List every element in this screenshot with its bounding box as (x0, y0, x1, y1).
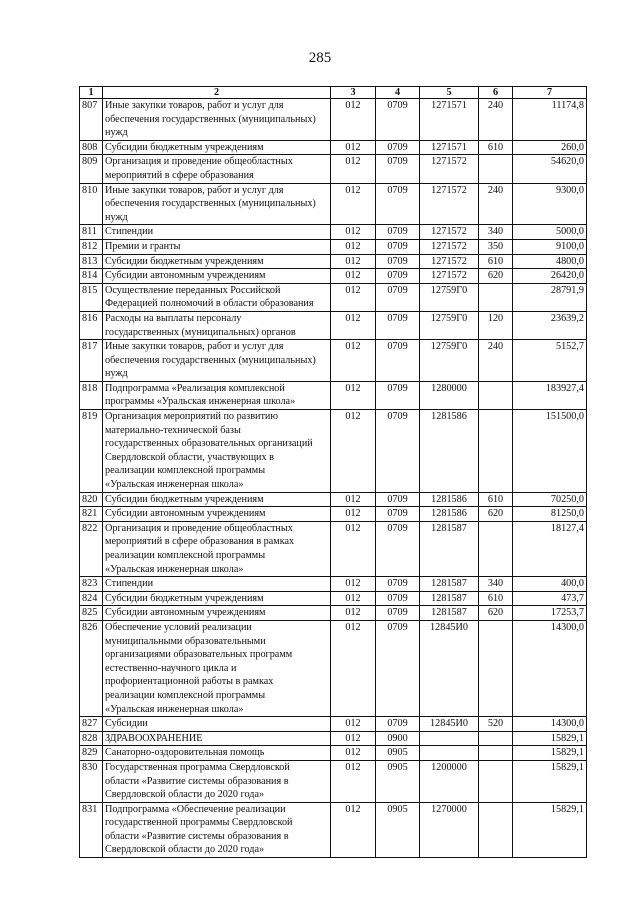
row-ministry-code: 012 (331, 155, 376, 183)
row-name-line: Иные закупки товаров, работ и услуг для (105, 100, 284, 111)
row-number: 814 (80, 269, 103, 284)
row-target-code: 12845И0 (420, 717, 479, 732)
row-section-code: 0905 (376, 802, 420, 857)
row-name-line: Свердловской области до 2020 года» (105, 789, 265, 801)
row-target-code (420, 746, 479, 761)
table-body (80, 99, 587, 858)
row-target-code (420, 731, 479, 746)
row-amount: 9300,0 (513, 183, 587, 225)
row-expense-type: 610 (479, 492, 513, 507)
row-section-code: 0709 (376, 620, 420, 716)
row-name-line: мероприятий в сфере образования в рамках (105, 536, 295, 548)
row-ministry-code: 012 (331, 239, 376, 254)
row-name-line: Организация мероприятий по развитию (105, 411, 278, 423)
row-expense-type: 620 (479, 507, 513, 522)
row-target-code: 1271572 (420, 183, 479, 225)
row-expense-type (479, 155, 513, 183)
table-row (80, 311, 587, 339)
row-section-code: 0709 (376, 269, 420, 284)
row-name-line: Иные закупки товаров, работ и услуг для (105, 184, 284, 196)
table-header-row (80, 87, 587, 99)
row-name-line: нужд (105, 368, 128, 380)
row-amount: 5152,7 (513, 340, 587, 382)
row-name-line: Субсидии автономным учреждениям (105, 508, 266, 520)
row-ministry-code: 012 (331, 99, 376, 141)
table-row (80, 254, 587, 269)
table-row (80, 410, 587, 493)
row-ministry-code: 012 (331, 577, 376, 592)
row-section-code: 0905 (376, 746, 420, 761)
row-expense-type: 610 (479, 591, 513, 606)
table-row (80, 507, 587, 522)
row-section-code: 0709 (376, 225, 420, 240)
row-expense-type: 240 (479, 183, 513, 225)
table-row (80, 239, 587, 254)
header-col-4: 4 (376, 87, 420, 99)
row-ministry-code: 012 (331, 492, 376, 507)
row-name-line: государственных образовательных организаций (105, 438, 313, 450)
row-ministry-code: 012 (331, 620, 376, 716)
row-number: 807 (80, 99, 103, 141)
row-name-line: Свердловской области до 2020 года» (105, 844, 265, 856)
row-number: 822 (80, 521, 103, 576)
row-number: 825 (80, 606, 103, 621)
row-expense-type (479, 746, 513, 761)
row-number: 828 (80, 731, 103, 746)
row-name-line: Премии и гранты (105, 240, 181, 252)
row-target-code: 1271572 (420, 269, 479, 284)
row-name-line: государственной программы Свердловской (105, 817, 293, 829)
row-name-line: Федерацией полномочий в области образования (105, 298, 314, 310)
row-target-code: 1270000 (420, 802, 479, 857)
row-ministry-code: 012 (331, 746, 376, 761)
row-target-code: 12759Г0 (420, 340, 479, 382)
row-name-line: Субсидии автономным учреждениям (105, 607, 266, 619)
row-amount: 400,0 (513, 577, 587, 592)
row-target-code: 1271572 (420, 225, 479, 240)
row-amount: 11174,8 (513, 99, 587, 141)
row-name (103, 340, 331, 382)
row-section-code: 0709 (376, 99, 420, 141)
row-ministry-code: 012 (331, 225, 376, 240)
row-name-line: Организация и проведение общеобластных (105, 522, 293, 534)
row-amount: 9100,0 (513, 239, 587, 254)
table-row (80, 340, 587, 382)
row-amount: 15829,1 (513, 760, 587, 802)
row-amount: 15829,1 (513, 731, 587, 746)
row-section-code: 0709 (376, 577, 420, 592)
row-amount: 15829,1 (513, 802, 587, 857)
row-ministry-code: 012 (331, 410, 376, 493)
row-amount: 183927,4 (513, 381, 587, 409)
row-name-line: реализации комплексной программы (105, 689, 266, 701)
row-name (103, 269, 331, 284)
row-target-code: 1281586 (420, 410, 479, 493)
row-number: 809 (80, 155, 103, 183)
header-col-1: 1 (80, 87, 103, 99)
row-name-line: Субсидии бюджетным учреждениям (105, 141, 264, 153)
row-section-code: 0709 (376, 311, 420, 339)
row-number: 812 (80, 239, 103, 254)
row-name-line: Субсидии бюджетным учреждениям (105, 592, 264, 604)
table-row (80, 183, 587, 225)
row-name (103, 381, 331, 409)
row-name (103, 283, 331, 311)
row-amount: 18127,4 (513, 521, 587, 576)
page-number: 285 (308, 50, 332, 66)
row-name (103, 717, 331, 732)
row-name-line: материально-технической базы (105, 424, 241, 436)
row-number: 817 (80, 340, 103, 382)
table-row (80, 577, 587, 592)
row-number: 818 (80, 381, 103, 409)
row-name-line: государственных (муниципальных) органов (105, 326, 296, 338)
row-section-code: 0709 (376, 507, 420, 522)
row-name (103, 507, 331, 522)
row-name (103, 239, 331, 254)
row-amount: 4800,0 (513, 254, 587, 269)
row-section-code: 0900 (376, 731, 420, 746)
row-amount: 14300,0 (513, 717, 587, 732)
row-section-code: 0709 (376, 717, 420, 732)
row-ministry-code: 012 (331, 760, 376, 802)
row-section-code: 0709 (376, 140, 420, 155)
row-section-code: 0905 (376, 760, 420, 802)
row-section-code: 0709 (376, 155, 420, 183)
row-name-line: Обеспечение условий реализации (105, 621, 252, 633)
row-amount: 70250,0 (513, 492, 587, 507)
table-row (80, 731, 587, 746)
row-name-line: Субсидии автономным учреждениям (105, 270, 266, 282)
row-amount: 473,7 (513, 591, 587, 606)
row-expense-type: 610 (479, 140, 513, 155)
row-target-code: 12759Г0 (420, 311, 479, 339)
row-amount: 28791,9 (513, 283, 587, 311)
header-col-7: 7 (513, 87, 587, 99)
table-row (80, 99, 587, 141)
row-name-line: нужд (105, 211, 128, 223)
row-name (103, 99, 331, 141)
row-ministry-code: 012 (331, 591, 376, 606)
row-target-code: 12759Г0 (420, 283, 479, 311)
row-target-code: 1281586 (420, 507, 479, 522)
table-row (80, 802, 587, 857)
row-number: 815 (80, 283, 103, 311)
table-row (80, 717, 587, 732)
row-name (103, 760, 331, 802)
row-ministry-code: 012 (331, 183, 376, 225)
row-name-line: Свердловской области, участвующих в (105, 451, 274, 463)
row-section-code: 0709 (376, 606, 420, 621)
row-name-line: Субсидии бюджетным учреждениям (105, 493, 264, 505)
row-name-line: программы «Уральская инженерная школа» (105, 396, 296, 408)
row-number: 830 (80, 760, 103, 802)
row-target-code: 1281587 (420, 521, 479, 576)
header-col-3: 3 (331, 87, 376, 99)
table-row (80, 620, 587, 716)
row-amount: 81250,0 (513, 507, 587, 522)
row-number: 829 (80, 746, 103, 761)
row-amount: 5000,0 (513, 225, 587, 240)
row-target-code: 1281587 (420, 591, 479, 606)
row-section-code: 0709 (376, 492, 420, 507)
row-target-code: 1281587 (420, 577, 479, 592)
row-name (103, 802, 331, 857)
row-name-line: Субсидии (105, 718, 148, 730)
row-ministry-code: 012 (331, 731, 376, 746)
row-ministry-code: 012 (331, 311, 376, 339)
row-name-line: реализации комплексной программы (105, 550, 266, 561)
row-name-line: Субсидии бюджетным учреждениям (105, 255, 264, 267)
row-ministry-code: 012 (331, 254, 376, 269)
row-name-line: Стипендии (105, 578, 154, 590)
row-name-line: Подпрограмма «Обеспечение реализации (105, 803, 286, 815)
row-section-code: 0709 (376, 254, 420, 269)
row-number: 813 (80, 254, 103, 269)
row-section-code: 0709 (376, 183, 420, 225)
row-name-line: Государственная программа Свердловской (105, 761, 290, 773)
row-name-line: реализации комплексной программы (105, 465, 266, 477)
row-expense-type: 620 (479, 606, 513, 621)
row-name (103, 254, 331, 269)
header-col-6: 6 (479, 87, 513, 99)
row-number: 816 (80, 311, 103, 339)
row-name-line: Иные закупки товаров, работ и услуг для (105, 341, 284, 353)
row-name (103, 183, 331, 225)
row-expense-type: 120 (479, 311, 513, 339)
row-target-code: 1271571 (420, 140, 479, 155)
row-name-line: муниципальными образовательными (105, 635, 266, 647)
row-ministry-code: 012 (331, 606, 376, 621)
row-expense-type (479, 760, 513, 802)
row-section-code: 0709 (376, 381, 420, 409)
row-name-line: Осуществление переданных Российской (105, 284, 281, 296)
table-row (80, 521, 587, 576)
row-section-code: 0709 (376, 340, 420, 382)
table-row (80, 760, 587, 802)
row-ministry-code: 012 (331, 283, 376, 311)
row-name (103, 577, 331, 592)
row-expense-type: 350 (479, 239, 513, 254)
row-ministry-code: 012 (331, 269, 376, 284)
row-name (103, 225, 331, 240)
row-ministry-code: 012 (331, 381, 376, 409)
row-expense-type (479, 521, 513, 576)
row-number: 819 (80, 410, 103, 493)
header-col-5: 5 (420, 87, 479, 99)
row-target-code: 12845И0 (420, 620, 479, 716)
row-number: 821 (80, 507, 103, 522)
row-name-line: области «Развитие системы образования в (105, 775, 289, 787)
row-ministry-code: 012 (331, 802, 376, 857)
row-name-line: организациями образовательных программ (105, 649, 293, 661)
row-number: 824 (80, 591, 103, 606)
row-name-line: Организация и проведение общеобластных (105, 156, 293, 168)
row-name-line: «Уральская инженерная школа» (105, 703, 244, 715)
row-target-code: 1271572 (420, 155, 479, 183)
row-target-code: 1281587 (420, 606, 479, 621)
table-row (80, 269, 587, 284)
row-name-line: нужд (105, 127, 128, 139)
row-ministry-code: 012 (331, 340, 376, 382)
row-section-code: 0709 (376, 591, 420, 606)
row-section-code: 0709 (376, 239, 420, 254)
row-name-line: Стипендии (105, 226, 154, 238)
table-row (80, 283, 587, 311)
row-number: 820 (80, 492, 103, 507)
row-name (103, 591, 331, 606)
row-name (103, 731, 331, 746)
row-name-line: обеспечения государственных (муниципальных) (105, 198, 316, 210)
row-section-code: 0709 (376, 283, 420, 311)
row-name-line: профориентационной работы в рамках (105, 676, 274, 688)
table-row (80, 591, 587, 606)
table-row (80, 381, 587, 409)
row-name-line: обеспечения государственных (муниципальных) (105, 113, 316, 125)
row-number: 823 (80, 577, 103, 592)
row-amount: 151500,0 (513, 410, 587, 493)
row-expense-type: 240 (479, 340, 513, 382)
row-number: 810 (80, 183, 103, 225)
row-amount: 17253,7 (513, 606, 587, 621)
row-expense-type (479, 283, 513, 311)
row-target-code: 1280000 (420, 381, 479, 409)
row-section-code: 0709 (376, 410, 420, 493)
row-name-line: «Уральская инженерная школа» (105, 563, 244, 575)
row-name-line: ЗДРАВООХРАНЕНИЕ (105, 732, 203, 744)
row-target-code: 1281586 (420, 492, 479, 507)
row-number: 831 (80, 802, 103, 857)
row-name-line: обеспечения государственных (муниципальных) (105, 354, 316, 366)
row-target-code: 1271572 (420, 254, 479, 269)
row-name-line: Расходы на выплаты персоналу (105, 312, 242, 324)
row-expense-type (479, 731, 513, 746)
row-name-line: Санаторно-оздоровительная помощь (105, 747, 265, 759)
row-expense-type: 340 (479, 225, 513, 240)
row-name-line: «Уральская инженерная школа» (105, 479, 244, 491)
header-col-2: 2 (103, 87, 331, 99)
row-number: 811 (80, 225, 103, 240)
row-expense-type: 610 (479, 254, 513, 269)
table-row (80, 746, 587, 761)
row-name-line: мероприятий в сфере образования (105, 169, 254, 181)
row-ministry-code: 012 (331, 140, 376, 155)
row-section-code: 0709 (376, 521, 420, 576)
row-name (103, 140, 331, 155)
row-amount: 54620,0 (513, 155, 587, 183)
row-expense-type (479, 381, 513, 409)
row-name (103, 410, 331, 493)
table-row (80, 606, 587, 621)
row-number: 808 (80, 140, 103, 155)
row-expense-type: 520 (479, 717, 513, 732)
row-expense-type (479, 620, 513, 716)
budget-table (79, 86, 587, 858)
row-amount: 260,0 (513, 140, 587, 155)
table-row (80, 492, 587, 507)
table-row (80, 225, 587, 240)
row-name (103, 606, 331, 621)
row-amount: 26420,0 (513, 269, 587, 284)
row-number: 826 (80, 620, 103, 716)
row-expense-type: 620 (479, 269, 513, 284)
row-name (103, 492, 331, 507)
row-expense-type (479, 802, 513, 857)
row-name-line: области «Развитие системы образования в (105, 830, 289, 842)
row-amount: 23639,2 (513, 311, 587, 339)
row-name (103, 311, 331, 339)
row-target-code: 1271571 (420, 99, 479, 141)
row-name (103, 155, 331, 183)
row-target-code: 1271572 (420, 239, 479, 254)
table-row (80, 155, 587, 183)
row-name (103, 620, 331, 716)
row-target-code: 1200000 (420, 760, 479, 802)
row-ministry-code: 012 (331, 507, 376, 522)
row-name-line: естественно-научного цикла и (105, 662, 237, 674)
row-name (103, 746, 331, 761)
row-amount: 15829,1 (513, 746, 587, 761)
table-row (80, 140, 587, 155)
row-ministry-code: 012 (331, 717, 376, 732)
row-expense-type: 340 (479, 577, 513, 592)
row-name-line: Подпрограмма «Реализация комплексной (105, 382, 285, 394)
row-expense-type: 240 (479, 99, 513, 141)
row-number: 827 (80, 717, 103, 732)
row-expense-type (479, 410, 513, 493)
row-name (103, 521, 331, 576)
row-ministry-code: 012 (331, 521, 376, 576)
row-amount: 14300,0 (513, 620, 587, 716)
